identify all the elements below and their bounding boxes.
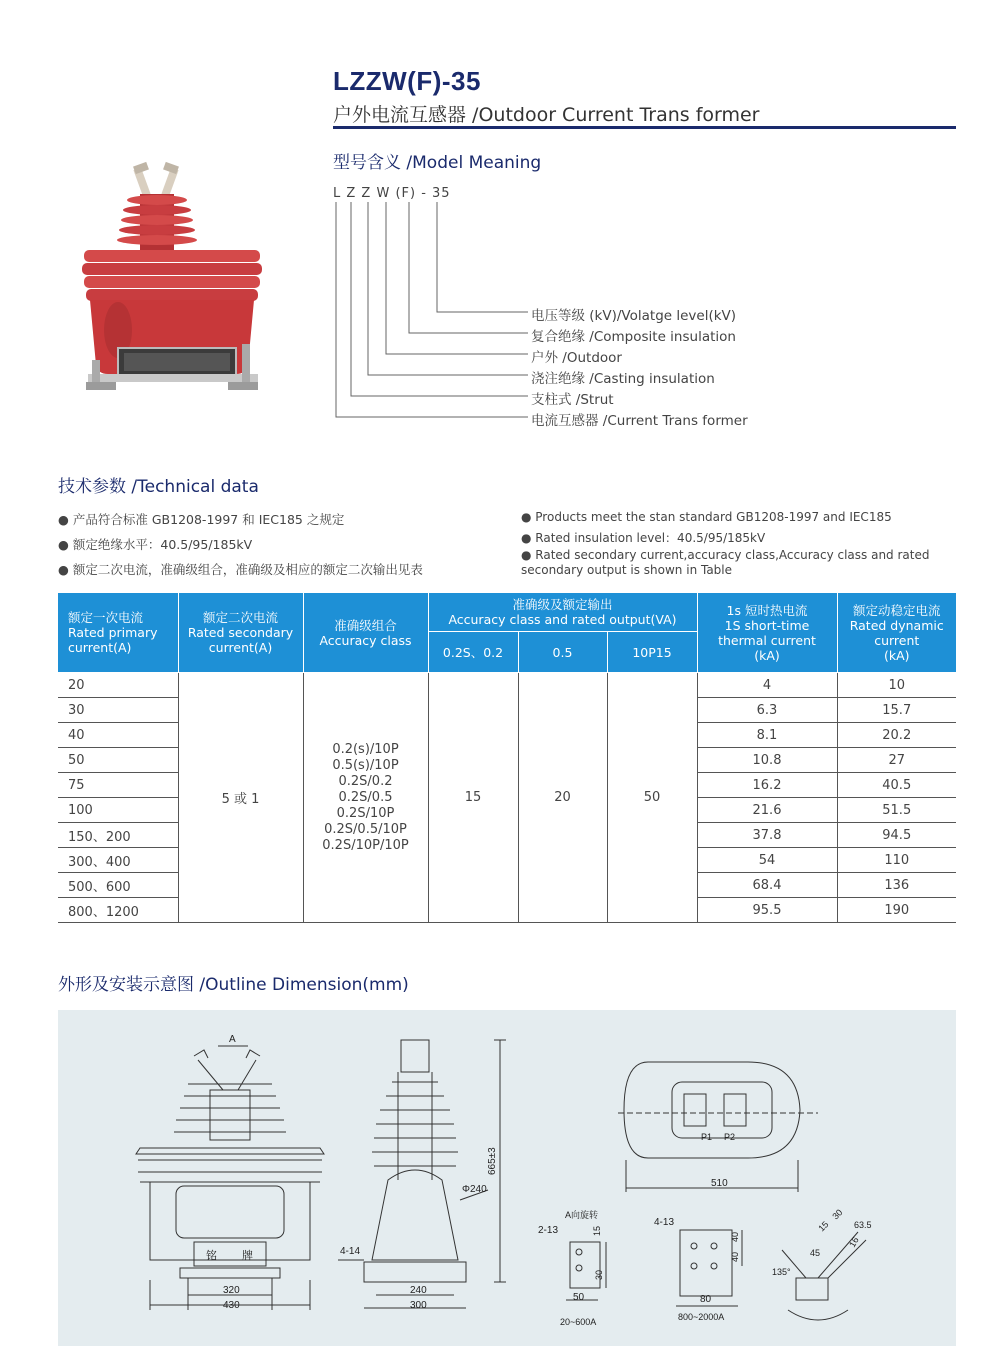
cell-primary: 20: [58, 673, 178, 698]
th-out-10p: 10P15: [607, 632, 697, 673]
bullet-cn-secondary: ● 额定二次电流，准确级组合，准确级及相应的额定二次输出见表: [58, 562, 423, 577]
cell-primary: 30: [58, 698, 178, 723]
label-d15: 15: [592, 1225, 602, 1236]
top-view: [618, 1062, 818, 1192]
label-holes-front: 4-14: [340, 1246, 361, 1257]
label-nameplate-2: 牌: [242, 1250, 253, 1262]
label-a135: 135°: [772, 1267, 791, 1277]
cell-primary: 300、400: [58, 848, 178, 873]
label-d40a: 40: [730, 1231, 740, 1242]
bullet-en-insulation: ● Rated insulation level：40.5/95/185kV: [521, 531, 766, 545]
label-w240: 240: [410, 1285, 427, 1296]
cell-out-10p: 50: [607, 673, 697, 923]
label-w320: 320: [223, 1285, 240, 1296]
label-d635: 63.5: [854, 1220, 872, 1230]
model-item-strut: 支柱式 /Strut: [531, 392, 614, 408]
label-w300: 300: [410, 1300, 427, 1311]
model-item-casting: 浇注绝缘 /Casting insulation: [531, 371, 715, 387]
cell-primary: 50: [58, 748, 178, 773]
model-item-voltage: 电压等级 (kV)/Volatge level(kV): [531, 308, 737, 324]
cell-primary: 100: [58, 798, 178, 823]
th-accuracy: 准确级组合 Accuracy class: [303, 593, 428, 673]
cell-accuracy: 0.2(s)/10P 0.5(s)/10P 0.2S/0.2 0.2S/0.5 0.2S/10P 0.2S/0.5/10P 0.2S/10P/10P: [303, 673, 428, 923]
cell-dynamic: 27: [837, 748, 956, 773]
page-subtitle: 户外电流互感器 /Outdoor Current Trans former: [333, 104, 760, 126]
bullet-cn-standard: ● 产品符合标准 GB1208-1997 和 IEC185 之规定: [58, 512, 345, 527]
cell-thermal: 4: [697, 673, 837, 698]
cell-primary: 800、1200: [58, 898, 178, 923]
cell-dynamic: 94.5: [837, 823, 956, 848]
terminal-icon: [133, 162, 179, 197]
label-d50: 50: [573, 1292, 585, 1303]
technical-table: [58, 593, 956, 923]
th-primary: 额定一次电流 Rated primary current(A): [58, 593, 178, 673]
label-h665: 665±3: [487, 1147, 498, 1175]
label-d45: 45: [810, 1248, 821, 1258]
cell-out-02: 15: [428, 673, 518, 923]
cell-dynamic: 40.5: [837, 773, 956, 798]
th-output-group: 准确级及额定输出 Accuracy class and rated output(VA): [428, 593, 697, 632]
bullet-en-standard: ● Products meet the stan standard GB1208-1997 and IEC185: [521, 510, 892, 524]
cell-dynamic: 110: [837, 848, 956, 873]
label-d16: 16: [847, 1235, 861, 1249]
cell-primary: 75: [58, 773, 178, 798]
side-view: [338, 1040, 506, 1308]
front-view: [136, 1046, 324, 1310]
cell-thermal: 16.2: [697, 773, 837, 798]
outline-heading: 外形及安装示意图 /Outline Dimension(mm): [58, 975, 409, 995]
cell-thermal: 8.1: [697, 723, 837, 748]
cell-thermal: 54: [697, 848, 837, 873]
th-out-02: 0.2S、0.2: [428, 632, 518, 673]
label-d15b: 15: [816, 1219, 831, 1234]
label-d80: 80: [700, 1294, 712, 1305]
label-range-small: 20~600A: [560, 1317, 597, 1327]
label-w510: 510: [711, 1178, 728, 1189]
model-meaning-leaders: [330, 200, 530, 425]
label-d40b: 40: [730, 1251, 740, 1262]
cell-primary: 500、600: [58, 873, 178, 898]
label-d30: 30: [594, 1269, 604, 1280]
label-p2: P2: [724, 1132, 736, 1142]
cell-dynamic: 136: [837, 873, 956, 898]
cell-dynamic: 190: [837, 898, 956, 923]
label-w430: 430: [223, 1300, 240, 1311]
cell-secondary: 5 或 1: [178, 673, 303, 923]
cell-dynamic: 10: [837, 673, 956, 698]
label-p1: P1: [701, 1132, 713, 1142]
product-photo: [78, 160, 268, 395]
model-item-ct: 电流互感器 /Current Trans former: [531, 413, 748, 429]
cell-thermal: 95.5: [697, 898, 837, 923]
label-range-large: 800~2000A: [678, 1312, 725, 1322]
label-phi240: Φ240: [462, 1184, 487, 1195]
cell-out-05: 20: [518, 673, 607, 923]
cell-dynamic: 20.2: [837, 723, 956, 748]
cell-primary: 150、200: [58, 823, 178, 848]
cell-thermal: 10.8: [697, 748, 837, 773]
th-thermal: 1s 短时热电流 1S short-time thermal current (kA): [697, 593, 837, 673]
label-d30b: 30: [830, 1207, 845, 1222]
label-rotation: A向旋转: [565, 1210, 599, 1220]
cell-thermal: 37.8: [697, 823, 837, 848]
th-secondary: 额定二次电流 Rated secondary current(A): [178, 593, 303, 673]
th-out-05: 0.5: [518, 632, 607, 673]
cell-thermal: 21.6: [697, 798, 837, 823]
outline-drawing: [58, 1010, 956, 1346]
model-item-composite: 复合绝缘 /Composite insulation: [531, 329, 736, 345]
page-title: LZZW(F)-35: [333, 66, 481, 96]
label-413: 4-13: [654, 1217, 675, 1228]
technical-heading: 技术参数 /Technical data: [58, 477, 259, 497]
bullet-cn-insulation: ● 额定绝缘水平：40.5/95/185kV: [58, 537, 253, 552]
th-dynamic: 额定动稳定电流 Rated dynamic current (kA): [837, 593, 956, 673]
model-item-outdoor: 户外 /Outdoor: [531, 350, 622, 366]
label-nameplate-1: 铭: [206, 1250, 217, 1262]
label-213: 2-13: [538, 1225, 559, 1236]
bullet-en-secondary: ● Rated secondary current,accuracy class,Accuracy class and rated secondary output is shown in Table: [521, 548, 930, 577]
cell-primary: 40: [58, 723, 178, 748]
model-meaning-heading: 型号含义 /Model Meaning: [333, 153, 542, 173]
cell-thermal: 68.4: [697, 873, 837, 898]
model-code: L Z Z W (F) - 35: [333, 186, 451, 201]
label-a: A: [229, 1034, 236, 1045]
cell-thermal: 6.3: [697, 698, 837, 723]
title-divider: [333, 126, 956, 129]
cell-dynamic: 51.5: [837, 798, 956, 823]
table-row: [58, 673, 956, 698]
cell-dynamic: 15.7: [837, 698, 956, 723]
